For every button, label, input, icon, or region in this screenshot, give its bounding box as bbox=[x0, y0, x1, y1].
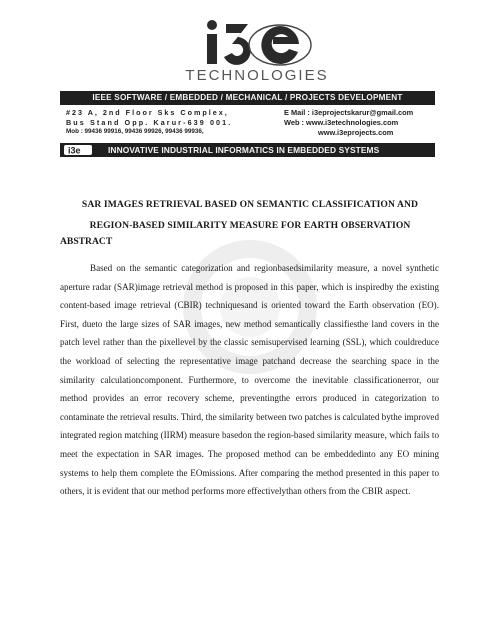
address-line-2: Bus Stand Opp. Karur-639 001. bbox=[66, 118, 233, 127]
company-logo bbox=[172, 16, 342, 88]
i3e-logo-icon bbox=[202, 16, 312, 68]
mobile-numbers: Mob : 99436 99916, 99436 99926, 99436 99936, bbox=[66, 128, 204, 135]
contact-block bbox=[66, 108, 432, 142]
title-line-1: SAR IMAGES RETRIEVAL BASED ON SEMANTIC CLASSIFICATION AND bbox=[81, 199, 419, 210]
logo-wordmark: TECHNOLOGIES bbox=[185, 67, 329, 84]
title-line-2: REGION-BASED SIMILARITY MEASURE FOR EARTH OBSERVATION bbox=[89, 220, 411, 231]
website-2: www.i3eprojects.com bbox=[318, 128, 394, 137]
banner-band bbox=[60, 143, 435, 157]
svg-text:i3e: i3e bbox=[68, 145, 81, 155]
mini-logo-icon bbox=[64, 145, 92, 155]
address-line-1: #23 A, 2nd Floor Sks Complex, bbox=[66, 108, 229, 117]
banner-text: INNOVATIVE INDUSTRIAL INFORMATICS IN EMBEDDED SYSTEMS bbox=[108, 145, 380, 155]
abstract-heading: ABSTRACT bbox=[60, 236, 113, 247]
website-1: Web : www.i3etechnologies.com bbox=[284, 118, 399, 127]
abstract-body: Based on the semantic categorization and regionbasedsimilarity measure, a novel synthetic aperture radar (SAR)image retrieval method is proposed in this paper, which is inspiredby the existing content-based image retrieval (CBIR) techniquesand is oriented toward the Earth observation (EO). First, dueto the large sizes of SAR images, new method semantically classifiesthe land covers in the patch level rather than the pixellevel by the classic semisupervised learning (SSL), which couldreduce the workload of selecting the representative image patchand decrease the searching space in the similarity calculationcomponent. Furthermore, to overcome the inevitable classificationerror, our method provides an error recovery scheme, preventingthe errors produced in categorization to contaminate the retrieval results. Third, the similarity between two patches is calculated bythe improved integrated region matching (IIRM) measure basedon the region-based similarity measure, which fails to meet the expectation in SAR images. The proposed method can be embeddedinto any EO mining systems to help them complete the EOmissions. After comparing the method presented in this paper to others, it is evident that our method performs more effectivelythan others from the CBIR aspect. bbox=[60, 263, 439, 497]
paper-title bbox=[60, 194, 440, 236]
services-tagline-band: IEEE SOFTWARE / EMBEDDED / MECHANICAL / PROJECTS DEVELOPMENT bbox=[60, 91, 435, 105]
email-address: E Mail : i3eprojectskarur@gmail.com bbox=[284, 108, 414, 117]
